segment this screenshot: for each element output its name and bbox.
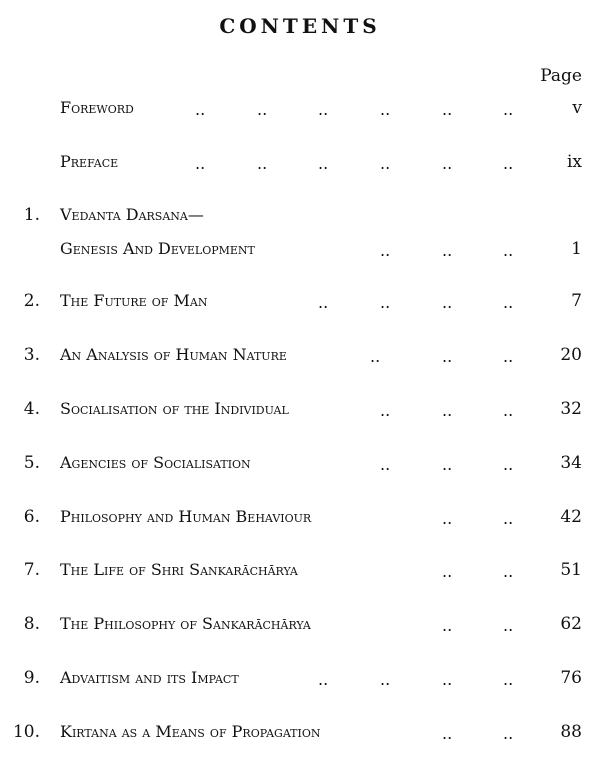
dot-leader: ..	[503, 509, 514, 528]
toc-entry-title: Preface	[60, 152, 119, 171]
dot-leader: ..	[442, 241, 453, 260]
dot-leader: ..	[442, 154, 453, 173]
toc-entry-title-line2: Genesis And Development	[60, 239, 255, 258]
toc-entry-4[interactable]	[0, 399, 600, 429]
dot-leader: ..	[380, 293, 391, 312]
dot-leader: ..	[442, 562, 453, 581]
dot-leader: ..	[257, 154, 268, 173]
toc-entry-2[interactable]	[0, 291, 600, 321]
toc-chapter-number: 7.	[23, 560, 40, 580]
toc-entry-title: Socialisation of the Individual	[60, 399, 289, 418]
toc-entry-9[interactable]	[0, 668, 600, 698]
toc-entry-title: Vedanta Darsana—	[60, 205, 204, 224]
dot-leader: ..	[442, 100, 453, 119]
toc-page-number: 7	[571, 291, 582, 311]
dot-leader: ..	[195, 100, 206, 119]
dot-leader: ..	[503, 562, 514, 581]
toc-entry-7[interactable]	[0, 560, 600, 590]
dot-leader: ..	[503, 670, 514, 689]
dot-leader: ..	[442, 509, 453, 528]
dot-leader: ..	[503, 616, 514, 635]
dot-leader: ..	[503, 241, 514, 260]
toc-page-number: 1	[571, 239, 582, 259]
dot-leader: ..	[442, 455, 453, 474]
toc-entry-8[interactable]	[0, 614, 600, 644]
toc-page-number: 88	[560, 722, 582, 742]
toc-entry-title: Advaitism and its Impact	[60, 668, 239, 687]
toc-chapter-number: 4.	[23, 399, 40, 419]
toc-page-number: ix	[566, 152, 582, 172]
toc-page-number: v	[572, 98, 582, 118]
toc-entry-5[interactable]	[0, 453, 600, 483]
dot-leader: ..	[380, 241, 391, 260]
toc-page-number: 62	[560, 614, 582, 634]
toc-page-number: 42	[560, 507, 582, 527]
dot-leader: ..	[318, 293, 329, 312]
dot-leader: ..	[503, 293, 514, 312]
dot-leader: ..	[370, 347, 381, 366]
dot-leader: ..	[442, 724, 453, 743]
page-title: CONTENTS	[219, 14, 381, 38]
dot-leader: ..	[503, 401, 514, 420]
toc-entry-6[interactable]	[0, 507, 600, 537]
toc-chapter-number: 6.	[23, 507, 40, 527]
toc-entry-title: Foreword	[60, 98, 134, 117]
toc-page-number: 32	[560, 399, 582, 419]
toc-chapter-number: 3.	[23, 345, 40, 365]
toc-entry-title: Kirtana as a Means of Propagation	[60, 722, 321, 741]
dot-leader: ..	[380, 154, 391, 173]
dot-leader: ..	[380, 401, 391, 420]
dot-leader: ..	[442, 670, 453, 689]
dot-leader: ..	[380, 100, 391, 119]
toc-chapter-number: 5.	[23, 453, 40, 473]
dot-leader: ..	[442, 616, 453, 635]
toc-entry-1[interactable]	[0, 205, 600, 269]
toc-chapter-number: 8.	[23, 614, 40, 634]
dot-leader: ..	[318, 670, 329, 689]
page-column-header: Page	[540, 66, 582, 86]
dot-leader: ..	[503, 154, 514, 173]
toc-page-number: 20	[560, 345, 582, 365]
toc-entry-title: The Life of Shri Sankarāchārya	[60, 560, 298, 579]
toc-page-number: 34	[560, 453, 582, 473]
dot-leader: ..	[318, 100, 329, 119]
toc-entry-preface[interactable]	[0, 152, 600, 182]
dot-leader: ..	[442, 347, 453, 366]
dot-leader: ..	[503, 724, 514, 743]
toc-entry-title: An Analysis of Human Nature	[60, 345, 287, 364]
toc-page-number: 51	[560, 560, 582, 580]
dot-leader: ..	[503, 455, 514, 474]
dot-leader: ..	[503, 347, 514, 366]
toc-page-number: 76	[560, 668, 582, 688]
dot-leader: ..	[318, 154, 329, 173]
dot-leader: ..	[442, 293, 453, 312]
toc-entry-title: The Future of Man	[60, 291, 208, 310]
dot-leader: ..	[503, 100, 514, 119]
toc-chapter-number: 2.	[23, 291, 40, 311]
toc-chapter-number: 9.	[23, 668, 40, 688]
dot-leader: ..	[442, 401, 453, 420]
dot-leader: ..	[380, 670, 391, 689]
dot-leader: ..	[195, 154, 206, 173]
dot-leader: ..	[257, 100, 268, 119]
dot-leader: ..	[380, 455, 391, 474]
toc-entry-title: The Philosophy of Sankarāchārya	[60, 614, 311, 633]
toc-entry-foreword[interactable]	[0, 98, 600, 128]
toc-entry-title: Agencies of Socialisation	[60, 453, 251, 472]
toc-chapter-number: 10.	[12, 722, 40, 742]
toc-entry-3[interactable]	[0, 345, 600, 375]
toc-chapter-number: 1.	[23, 205, 40, 225]
toc-entry-title: Philosophy and Human Behaviour	[60, 507, 312, 526]
toc-entry-10[interactable]	[0, 722, 600, 752]
